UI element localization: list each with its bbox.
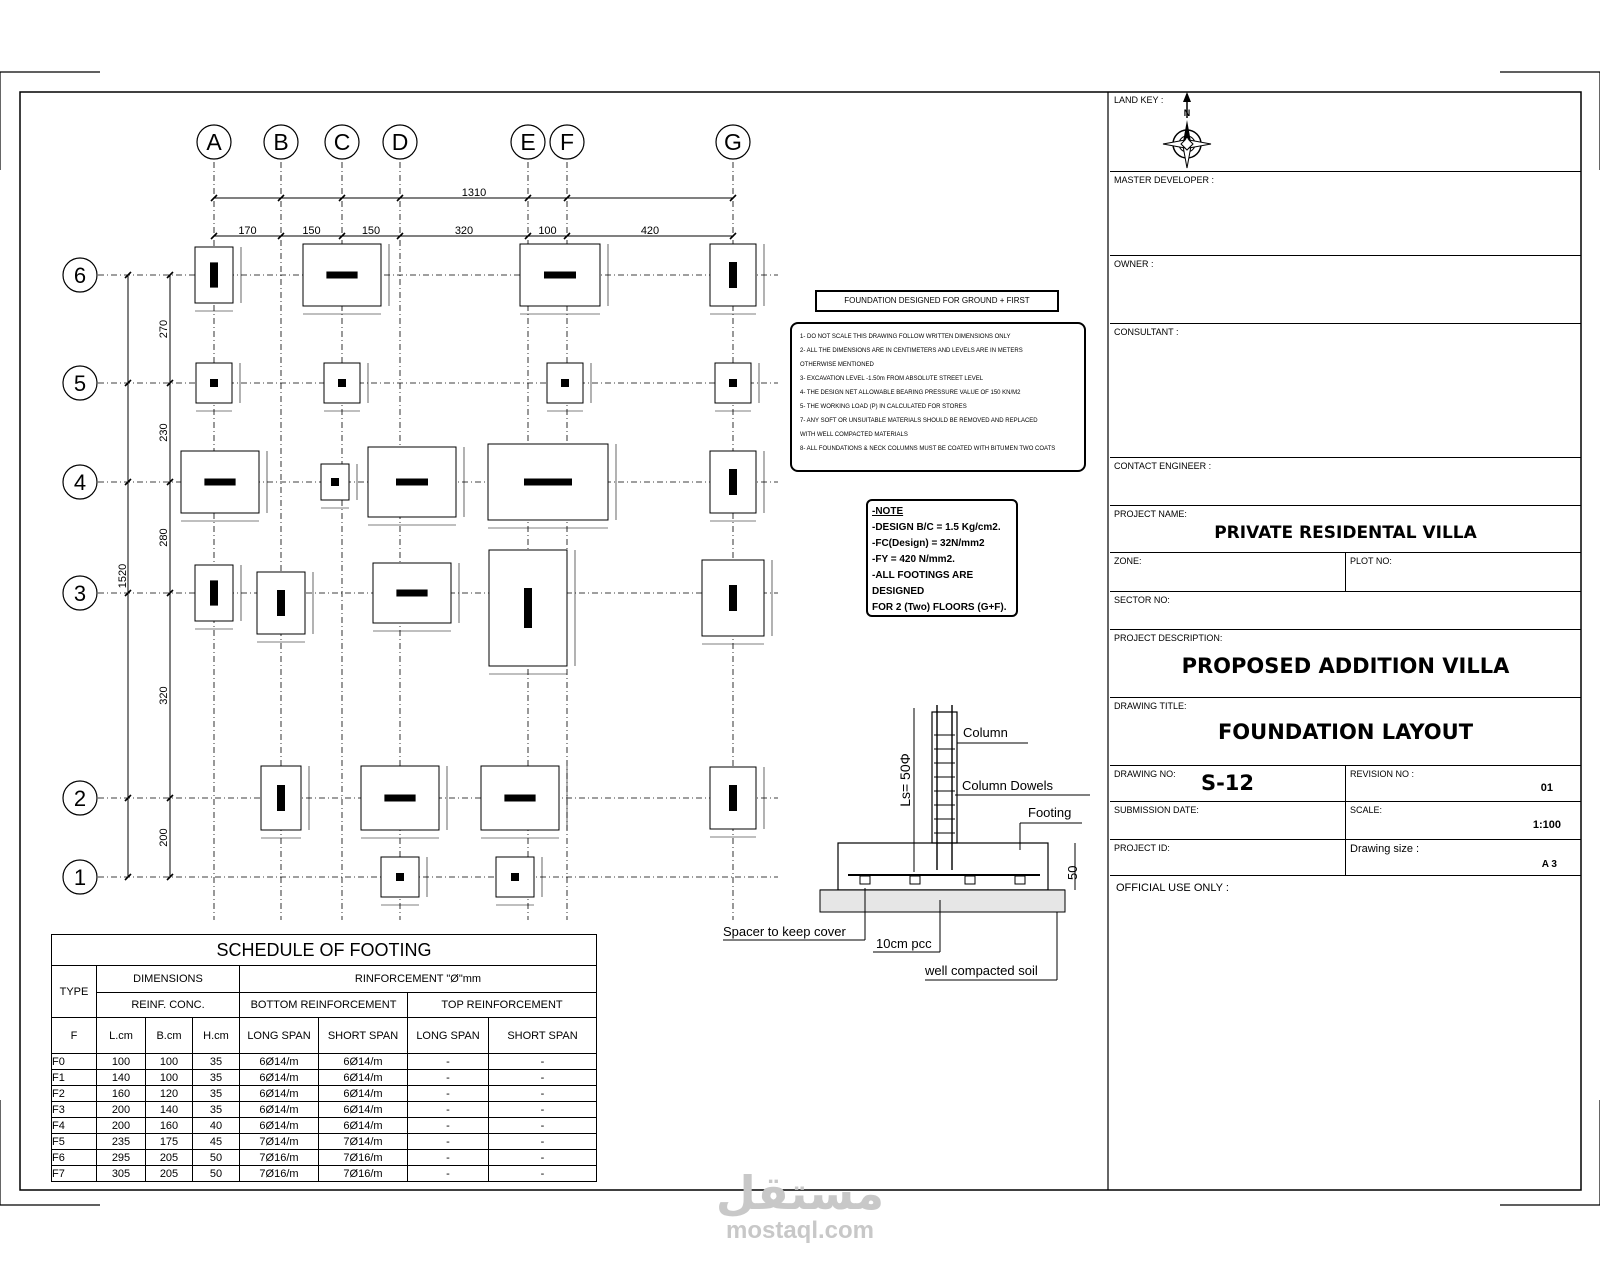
schedule-cell: F4 bbox=[52, 1118, 97, 1134]
dimension-col-spacing: 320 bbox=[454, 225, 474, 237]
section-ls-label: Ls= 50Φ bbox=[897, 753, 913, 807]
drawing-no-label: DRAWING NO: bbox=[1114, 769, 1176, 779]
section-height-label: 50 bbox=[1065, 865, 1080, 880]
schedule-col-f: F bbox=[52, 1018, 97, 1054]
project-name: PRIVATE RESIDENTAL VILLA bbox=[1214, 523, 1477, 543]
drawing-no: S-12 bbox=[1200, 771, 1255, 795]
schedule-cell: 100 bbox=[97, 1054, 146, 1070]
dimension-row-spacing: 270 bbox=[158, 319, 170, 339]
schedule-row bbox=[52, 1102, 597, 1118]
scale-value: 1:100 bbox=[1532, 819, 1561, 831]
description-cell bbox=[1110, 630, 1581, 698]
schedule-cell: - bbox=[408, 1166, 489, 1182]
dimension-col-spacing: 100 bbox=[538, 225, 557, 237]
schedule-cell: 6Ø14/m bbox=[240, 1118, 319, 1134]
schedule-cell: 6Ø14/m bbox=[319, 1086, 408, 1102]
general-notes-box bbox=[790, 322, 1086, 472]
schedule-cell: 6Ø14/m bbox=[319, 1102, 408, 1118]
schedule-cell: - bbox=[489, 1086, 597, 1102]
neck-column bbox=[511, 873, 519, 881]
neck-column bbox=[204, 479, 235, 486]
land-key-label: LAND KEY : bbox=[1114, 95, 1164, 105]
note-line: OTHERWISE MENTIONED bbox=[800, 362, 874, 368]
schedule-row bbox=[52, 1118, 597, 1134]
schedule-row bbox=[52, 1150, 597, 1166]
schedule-cell: 200 bbox=[97, 1118, 146, 1134]
grid-label-column: A bbox=[206, 129, 222, 155]
schedule-cell: 6Ø14/m bbox=[240, 1102, 319, 1118]
schedule-cell: F0 bbox=[52, 1054, 97, 1070]
grid-label-row: 1 bbox=[73, 865, 87, 890]
grid-label-row: 4 bbox=[73, 470, 87, 495]
schedule-cell: 205 bbox=[146, 1150, 193, 1166]
note-line: 7- ANY SOFT OR UNSUITABLE MATERIALS SHOULD BE REMOVED AND REPLACED bbox=[800, 418, 1038, 424]
revision-value: 01 bbox=[1540, 782, 1553, 794]
grid-label-column: B bbox=[273, 129, 289, 155]
drawing-title-label: DRAWING TITLE: bbox=[1114, 701, 1187, 711]
grid-label-row: 2 bbox=[73, 786, 87, 811]
consultant-cell bbox=[1110, 324, 1581, 458]
section-dowels-label: Column Dowels bbox=[962, 778, 1054, 793]
plot-label: PLOT NO: bbox=[1350, 556, 1392, 566]
schedule-cell: 295 bbox=[97, 1150, 146, 1166]
schedule-cell: 6Ø14/m bbox=[319, 1118, 408, 1134]
schedule-cell: - bbox=[489, 1054, 597, 1070]
schedule-cell: - bbox=[408, 1102, 489, 1118]
watermark-arabic: مستقل bbox=[715, 1166, 885, 1220]
schedule-cell: 7Ø14/m bbox=[240, 1134, 319, 1150]
schedule-cell: 35 bbox=[193, 1102, 240, 1118]
schedule-cell: 7Ø14/m bbox=[319, 1134, 408, 1150]
note-line: 4- THE DESIGN NET ALLOWABLE BEARING PRESSURE VALUE OF 150 KN/M2 bbox=[800, 390, 1021, 396]
neck-column bbox=[277, 590, 285, 616]
note-line: 2- ALL THE DIMENSIONS ARE IN CENTIMETERS AND LEVELS ARE IN METERS bbox=[800, 348, 1023, 354]
owner-label: OWNER : bbox=[1114, 259, 1154, 269]
neck-column bbox=[210, 580, 218, 605]
master-developer-cell bbox=[1110, 172, 1581, 256]
sector-label: SECTOR NO: bbox=[1114, 595, 1170, 605]
schedule-cell: 40 bbox=[193, 1118, 240, 1134]
section-column-label: Column bbox=[963, 725, 1008, 740]
section-soil-label: well compacted soil bbox=[925, 963, 1038, 978]
schedule-cell: 6Ø14/m bbox=[319, 1070, 408, 1086]
neck-column bbox=[396, 479, 428, 486]
drawing-title-cell bbox=[1110, 698, 1581, 766]
schedule-cell: F2 bbox=[52, 1086, 97, 1102]
schedule-cell: 160 bbox=[146, 1118, 193, 1134]
note-line: 1- DO NOT SCALE THIS DRAWING FOLLOW WRITTEN DIMENSIONS ONLY bbox=[800, 334, 1011, 340]
grid-label-column: G bbox=[724, 129, 742, 155]
dimension-row-spacing: 320 bbox=[158, 686, 170, 705]
schedule-cell: 7Ø16/m bbox=[319, 1150, 408, 1166]
schedule-cell: 7Ø16/m bbox=[319, 1166, 408, 1182]
dimension-row-spacing: 230 bbox=[158, 423, 170, 442]
section-spacer-block bbox=[910, 876, 920, 884]
project-description: PROPOSED ADDITION VILLA bbox=[1181, 654, 1510, 678]
footing-layer bbox=[181, 244, 772, 905]
project-id-label: PROJECT ID: bbox=[1114, 843, 1170, 853]
submission-cell bbox=[1110, 802, 1581, 840]
drawing-size-value: A 3 bbox=[1541, 859, 1557, 870]
schedule-cell: 7Ø16/m bbox=[240, 1166, 319, 1182]
scale-label: SCALE: bbox=[1350, 805, 1383, 815]
section-spacer-block bbox=[860, 876, 870, 884]
schedule-cell: 100 bbox=[146, 1070, 193, 1086]
schedule-col-l: L.cm bbox=[97, 1018, 146, 1054]
neck-column bbox=[277, 785, 285, 811]
neck-column bbox=[729, 262, 737, 288]
schedule-cell: 100 bbox=[146, 1054, 193, 1070]
schedule-cell: 160 bbox=[97, 1086, 146, 1102]
section-footing-label: Footing bbox=[1028, 805, 1072, 820]
schedule-row bbox=[52, 1134, 597, 1150]
section-pcc-layer bbox=[820, 890, 1065, 912]
neck-column bbox=[396, 873, 404, 881]
schedule-cell: 175 bbox=[146, 1134, 193, 1150]
schedule-cell: - bbox=[408, 1086, 489, 1102]
schedule-title: SCHEDULE OF FOOTING bbox=[52, 935, 597, 966]
grid-label-row: 5 bbox=[73, 371, 87, 396]
schedule-cell: - bbox=[408, 1070, 489, 1086]
schedule-cell: 7Ø16/m bbox=[240, 1150, 319, 1166]
section-spacer-label: Spacer to keep cover bbox=[723, 924, 846, 939]
design-note-box bbox=[866, 499, 1018, 617]
schedule-cell: 45 bbox=[193, 1134, 240, 1150]
design-note-title: -NOTE bbox=[872, 506, 904, 517]
schedule-dimensions-header: DIMENSIONS bbox=[97, 966, 240, 993]
schedule-body bbox=[52, 1054, 597, 1182]
section-pcc-label: 10cm pcc bbox=[876, 936, 932, 951]
schedule-cell: 6Ø14/m bbox=[240, 1086, 319, 1102]
consultant-label: CONSULTANT : bbox=[1114, 327, 1179, 337]
neck-column bbox=[524, 479, 572, 486]
schedule-cell: 120 bbox=[146, 1086, 193, 1102]
neck-column bbox=[729, 379, 737, 387]
submission-divider bbox=[1345, 802, 1346, 839]
schedule-col-bottom-short: SHORT SPAN bbox=[319, 1018, 408, 1054]
note-line: 8- ALL FOUNDATIONS & NECK COLUMNS MUST BE COATED WITH BITUMEN TWO COATS bbox=[800, 446, 1056, 452]
schedule-cell: 50 bbox=[193, 1166, 240, 1182]
design-note-line: -FC(Design) = 32N/mm2 bbox=[872, 538, 985, 549]
dimension-col-spacing: 420 bbox=[640, 225, 660, 237]
dimension-row-spacing: 280 bbox=[158, 528, 170, 547]
dimension-col-spacing: 150 bbox=[302, 225, 321, 237]
zone-plot-cell bbox=[1110, 553, 1581, 592]
neck-column bbox=[396, 590, 427, 597]
schedule-cell: - bbox=[408, 1150, 489, 1166]
section-spacer-block bbox=[1015, 876, 1025, 884]
neck-column bbox=[210, 379, 218, 387]
official-use-label: OFFICIAL USE ONLY : bbox=[1116, 882, 1229, 894]
schedule-cell: - bbox=[489, 1118, 597, 1134]
schedule-cell: 140 bbox=[146, 1102, 193, 1118]
schedule-type-header: TYPE bbox=[52, 966, 97, 1018]
design-note-line: -ALL FOOTINGS ARE DESIGNED bbox=[872, 570, 974, 597]
land-key-cell bbox=[1110, 92, 1581, 172]
schedule-cell: 140 bbox=[97, 1070, 146, 1086]
note-line: 5- THE WORKING LOAD (P) IN CALCULATED FOR STORES bbox=[800, 404, 967, 410]
design-note-line: FOR 2 (Two) FLOORS (G+F). bbox=[872, 602, 1007, 613]
schedule-cell: - bbox=[408, 1118, 489, 1134]
project-name-label: PROJECT NAME: bbox=[1114, 509, 1187, 519]
schedule-reinf-conc-header: REINF. CONC. bbox=[97, 993, 240, 1018]
schedule-cell: - bbox=[489, 1150, 597, 1166]
schedule-cell: F5 bbox=[52, 1134, 97, 1150]
project-id-cell bbox=[1110, 840, 1581, 876]
schedule-col-top-long: LONG SPAN bbox=[408, 1018, 489, 1054]
neck-column bbox=[338, 379, 346, 387]
watermark-latin: mostaql.com bbox=[725, 1217, 875, 1244]
schedule-cell: 6Ø14/m bbox=[319, 1054, 408, 1070]
dimension-overall-width: 1310 bbox=[461, 187, 487, 199]
schedule-cell: F7 bbox=[52, 1166, 97, 1182]
drawing-no-cell bbox=[1110, 766, 1581, 802]
design-note-line: -FY = 420 N/mm2. bbox=[872, 554, 955, 565]
neck-column bbox=[331, 478, 339, 486]
title-block bbox=[1110, 92, 1581, 1190]
schedule-cell: 50 bbox=[193, 1150, 240, 1166]
schedule-bottom-header: BOTTOM REINFORCEMENT bbox=[240, 993, 408, 1018]
dimension-overall-height: 1520 bbox=[117, 563, 129, 589]
neck-column bbox=[729, 469, 737, 495]
grid-label-column: F bbox=[559, 129, 575, 155]
schedule-cell: 35 bbox=[193, 1054, 240, 1070]
dimension-col-spacing: 170 bbox=[238, 225, 257, 237]
section-detail bbox=[723, 705, 1090, 980]
neck-column bbox=[544, 272, 576, 279]
note-line: WITH WELL COMPACTED MATERIALS bbox=[800, 432, 908, 438]
schedule-col-top-short: SHORT SPAN bbox=[489, 1018, 597, 1054]
schedule-cell: - bbox=[408, 1134, 489, 1150]
description-label: PROJECT DESCRIPTION: bbox=[1114, 633, 1223, 643]
schedule-cell: - bbox=[489, 1134, 597, 1150]
neck-column bbox=[729, 585, 737, 611]
schedule-top-header: TOP REINFORCEMENT bbox=[408, 993, 597, 1018]
master-developer-label: MASTER DEVELOPER : bbox=[1114, 175, 1215, 185]
schedule-cell: F1 bbox=[52, 1070, 97, 1086]
footing-schedule-table bbox=[51, 934, 597, 1182]
contact-engineer-label: CONTACT ENGINEER : bbox=[1114, 461, 1212, 471]
sector-cell bbox=[1110, 592, 1581, 630]
note-line: 3- EXCAVATION LEVEL -1.50m FROM ABSOLUTE STREET LEVEL bbox=[800, 376, 984, 382]
project-name-cell bbox=[1110, 506, 1581, 553]
schedule-cell: 205 bbox=[146, 1166, 193, 1182]
schedule-cell: - bbox=[489, 1102, 597, 1118]
schedule-cell: F3 bbox=[52, 1102, 97, 1118]
schedule-cell: 35 bbox=[193, 1070, 240, 1086]
drawing-title: FOUNDATION LAYOUT bbox=[1217, 720, 1474, 744]
grid-label-row: 3 bbox=[73, 581, 87, 606]
schedule-row bbox=[52, 1086, 597, 1102]
neck-column bbox=[561, 379, 569, 387]
schedule-col-bottom-long: LONG SPAN bbox=[240, 1018, 319, 1054]
schedule-cell: - bbox=[489, 1070, 597, 1086]
foundation-design-label: FOUNDATION DESIGNED FOR GROUND + FIRST bbox=[815, 290, 1059, 312]
submission-label: SUBMISSION DATE: bbox=[1114, 805, 1199, 815]
dimension-row-spacing: 200 bbox=[158, 828, 170, 847]
zone-label: ZONE: bbox=[1114, 556, 1142, 566]
neck-column bbox=[326, 272, 357, 279]
schedule-cell: 235 bbox=[97, 1134, 146, 1150]
revision-label: REVISION NO : bbox=[1350, 769, 1415, 779]
grid-label-row: 6 bbox=[73, 263, 87, 288]
schedule-cell: - bbox=[489, 1166, 597, 1182]
grid-label-column: D bbox=[391, 129, 409, 155]
schedule-col-h: H.cm bbox=[193, 1018, 240, 1054]
drawing-size-label: Drawing size : bbox=[1350, 843, 1420, 855]
owner-cell bbox=[1110, 256, 1581, 324]
neck-column bbox=[210, 262, 218, 287]
zone-plot-divider bbox=[1345, 553, 1346, 591]
schedule-cell: F6 bbox=[52, 1150, 97, 1166]
schedule-col-b: B.cm bbox=[146, 1018, 193, 1054]
drawing-no-divider bbox=[1345, 766, 1346, 801]
neck-column bbox=[729, 785, 737, 811]
schedule-row bbox=[52, 1054, 597, 1070]
schedule-cell: 6Ø14/m bbox=[240, 1070, 319, 1086]
schedule-reinforcement-header: RINFORCEMENT "Ø"mm bbox=[240, 966, 597, 993]
neck-column bbox=[384, 795, 415, 802]
schedule-row bbox=[52, 1070, 597, 1086]
schedule-cell: 305 bbox=[97, 1166, 146, 1182]
design-note-line: -DESIGN B/C = 1.5 Kg/cm2. bbox=[872, 522, 1001, 533]
section-spacer-block bbox=[965, 876, 975, 884]
north-arrow-icon bbox=[1158, 92, 1216, 170]
schedule-cell: 35 bbox=[193, 1086, 240, 1102]
svg-text:N: N bbox=[1183, 108, 1191, 118]
schedule-row bbox=[52, 1166, 597, 1182]
schedule-cell: 6Ø14/m bbox=[240, 1054, 319, 1070]
schedule-cell: 200 bbox=[97, 1102, 146, 1118]
neck-column bbox=[524, 588, 532, 628]
schedule-cell: - bbox=[408, 1054, 489, 1070]
dimension-col-spacing: 150 bbox=[361, 225, 381, 237]
contact-engineer-cell bbox=[1110, 458, 1581, 506]
project-id-divider bbox=[1345, 840, 1346, 875]
watermark bbox=[700, 1168, 900, 1244]
neck-column bbox=[504, 795, 535, 802]
grid-label-column: C bbox=[333, 129, 351, 155]
grid-label-column: E bbox=[520, 129, 536, 155]
